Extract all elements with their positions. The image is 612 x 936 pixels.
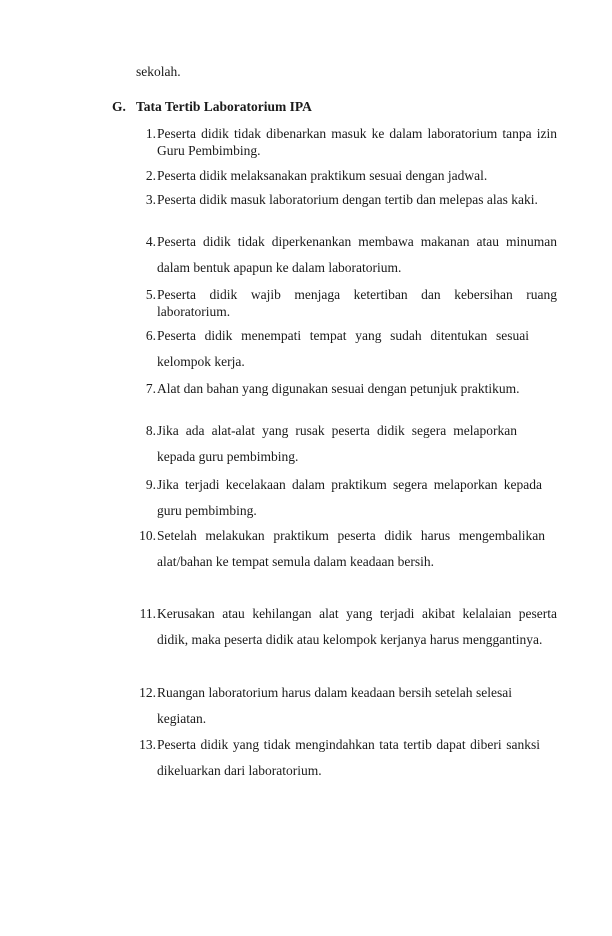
rule-number: 3. xyxy=(145,192,156,207)
rule-item xyxy=(132,732,557,784)
rule-number: 5. xyxy=(145,287,156,302)
rule-item xyxy=(132,472,557,524)
rule-text: Jika terjadi kecelakaan dalam praktikum segera melaporkan kepada guru pembimbing. xyxy=(157,477,542,518)
rule-text: Peserta didik tidak diperkenankan membawa makanan atau minuman dalam bentuk apapun ke dalam laboratorium. xyxy=(157,234,557,275)
rule-number: 8. xyxy=(145,423,156,438)
rule-number: 4. xyxy=(145,234,156,249)
rule-number: 13. xyxy=(139,737,156,752)
rule-item xyxy=(132,287,557,320)
rule-text: Peserta didik menempati tempat yang sudah ditentukan sesuai kelompok kerja. xyxy=(157,328,529,369)
rule-text: Setelah melakukan praktikum peserta didik harus mengembalikan alat/bahan ke tempat semula dalam keadaan bersih. xyxy=(157,528,545,569)
rule-text: Peserta didik tidak dibenarkan masuk ke dalam laboratorium tanpa izin Guru Pembimbing. xyxy=(157,126,557,158)
rule-item xyxy=(132,168,557,185)
section-letter: G. xyxy=(112,99,126,114)
rule-item xyxy=(132,381,557,398)
rule-text: Peserta didik melaksanakan praktikum sesuai dengan jadwal. xyxy=(157,168,488,183)
rule-number: 2. xyxy=(145,168,156,183)
rule-number: 6. xyxy=(145,328,156,343)
rule-item xyxy=(132,418,557,470)
rule-text: Ruangan laboratorium harus dalam keadaan bersih setelah selesai kegiatan. xyxy=(157,685,512,726)
carryover-text: sekolah. xyxy=(136,64,181,79)
rule-number: 12. xyxy=(139,685,156,700)
section-heading xyxy=(112,99,312,115)
rule-item xyxy=(132,229,557,281)
rule-item xyxy=(132,523,557,575)
rule-number: 9. xyxy=(145,477,156,492)
rule-item xyxy=(132,323,557,375)
rule-item xyxy=(132,680,557,732)
rule-item xyxy=(132,601,557,653)
rule-item xyxy=(132,126,557,159)
rule-number: 1. xyxy=(145,126,156,141)
rule-number: 7. xyxy=(145,381,156,396)
section-title: Tata Tertib Laboratorium IPA xyxy=(136,99,312,114)
rule-text: Kerusakan atau kehilangan alat yang terjadi akibat kelalaian peserta didik, maka peserta didik atau kelompok kerjanya harus menggantinya. xyxy=(157,606,557,647)
rule-number: 11. xyxy=(139,606,156,621)
rule-text: Peserta didik wajib menjaga ketertiban dan kebersihan ruang laboratorium. xyxy=(157,287,557,319)
rule-item xyxy=(132,192,557,209)
rule-number: 10. xyxy=(139,528,156,543)
rule-text: Peserta didik masuk laboratorium dengan tertib dan melepas alas kaki. xyxy=(157,192,538,207)
rule-text: Alat dan bahan yang digunakan sesuai dengan petunjuk praktikum. xyxy=(157,381,520,396)
rule-text: Peserta didik yang tidak mengindahkan tata tertib dapat diberi sanksi dikeluarkan dari laboratorium. xyxy=(157,737,540,778)
rule-text: Jika ada alat-alat yang rusak peserta didik segera melaporkan kepada guru pembimbing. xyxy=(157,423,517,464)
